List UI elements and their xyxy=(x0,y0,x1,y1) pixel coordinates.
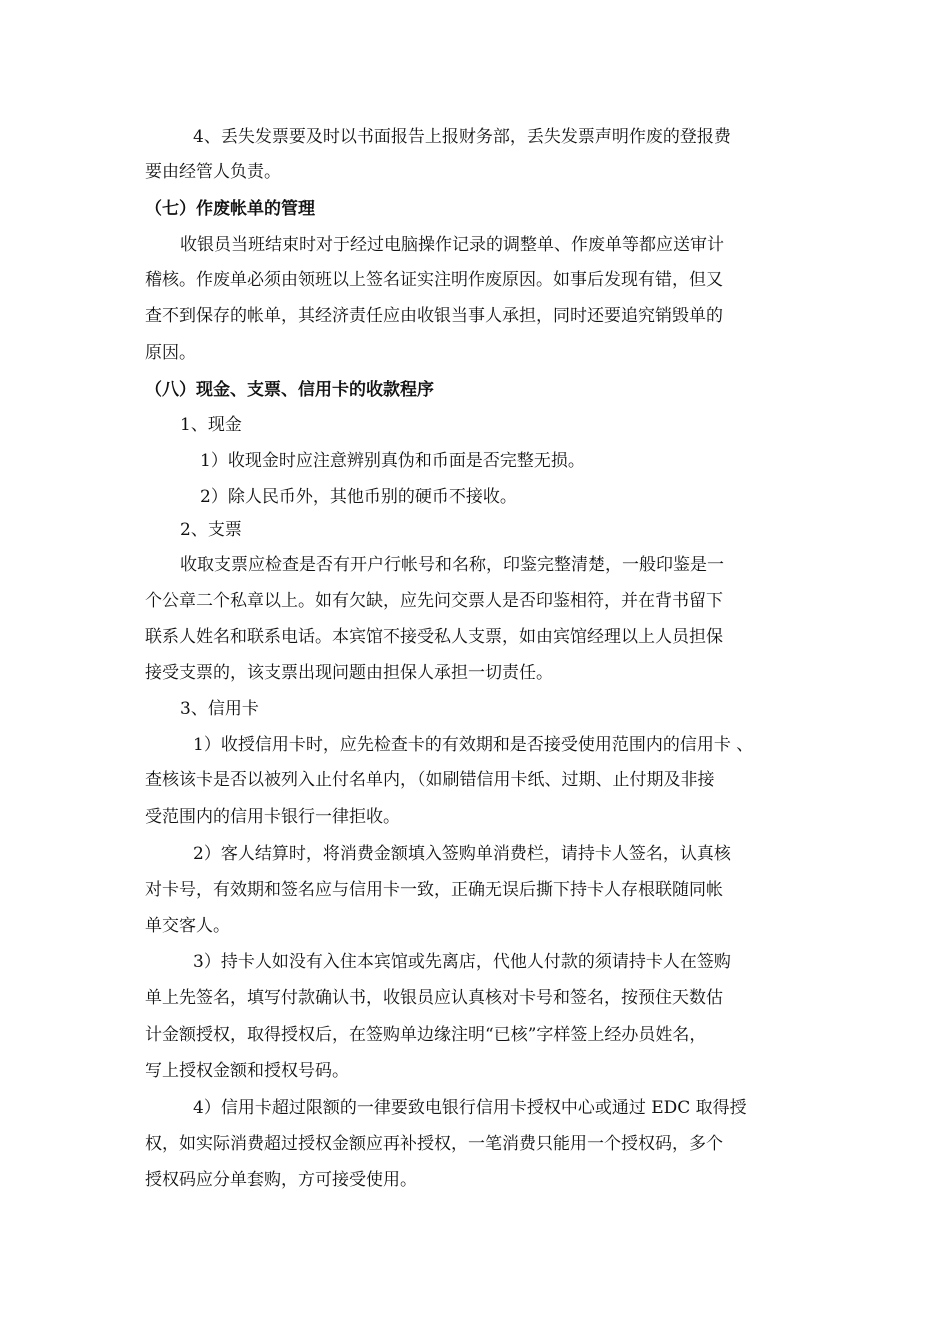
item-4-line-2: 要由经管人负责。 xyxy=(145,162,281,182)
cheque-para-line-3: 联系人姓名和联系电话。本宾馆不接受私人支票，如由宾馆经理以上人员担保 xyxy=(145,627,723,647)
item-4-line-1: 4、丢失发票要及时以书面报告上报财务部，丢失发票声明作废的登报费 xyxy=(193,127,731,147)
section-8-heading: （八）现金、支票、信用卡的收款程序 xyxy=(145,380,434,400)
credit-card-item-4-line-1: 4）信用卡超过限额的一律要致电银行信用卡授权中心或通过 EDC 取得授 xyxy=(193,1098,747,1118)
cash-heading: 1、现金 xyxy=(180,415,242,435)
credit-card-item-4-line-3: 授权码应分单套购，方可接受使用。 xyxy=(145,1170,417,1190)
credit-card-item-3-line-2: 单上先签名，填写付款确认书，收银员应认真核对卡号和签名，按预住天数估 xyxy=(145,988,723,1008)
credit-card-heading: 3、信用卡 xyxy=(180,699,259,719)
section-7-para-line-3: 查不到保存的帐单，其经济责任应由收银当事人承担，同时还要追究销毁单的 xyxy=(145,306,723,326)
credit-card-item-3-line-4: 写上授权金额和授权号码。 xyxy=(145,1061,349,1081)
cheque-para-line-1: 收取支票应检查是否有开户行帐号和名称，印鉴完整清楚，一般印鉴是一 xyxy=(180,555,724,575)
credit-card-item-1-line-2: 查核该卡是否以被列入止付名单内，（如刷错信用卡纸、过期、止付期及非接 xyxy=(145,770,715,790)
section-7-para-line-1: 收银员当班结束时对于经过电脑操作记录的调整单、作废单等都应送审计 xyxy=(180,235,724,255)
credit-card-item-3-line-1: 3）持卡人如没有入住本宾馆或先离店，代他人付款的须请持卡人在签购 xyxy=(193,952,731,972)
credit-card-item-1-line-1: 1）收授信用卡时，应先检查卡的有效期和是否接受使用范围内的信用卡 、 xyxy=(193,735,754,755)
section-7-para-line-4: 原因。 xyxy=(145,343,196,363)
credit-card-item-4-line-2: 权，如实际消费超过授权金额应再补授权，一笔消费只能用一个授权码，多个 xyxy=(145,1134,723,1154)
credit-card-item-2-line-1: 2）客人结算时，将消费金额填入签购单消费栏，请持卡人签名，认真核 xyxy=(193,844,731,864)
credit-card-item-1-line-3: 受范围内的信用卡银行一律拒收。 xyxy=(145,807,400,827)
cash-item-1: 1）收现金时应注意辨别真伪和币面是否完整无损。 xyxy=(200,451,585,471)
section-7-para-line-2: 稽核。作废单必须由领班以上签名证实注明作废原因。如事后发现有错，但又 xyxy=(145,270,723,290)
cheque-para-line-4: 接受支票的，该支票出现问题由担保人承担一切责任。 xyxy=(145,663,553,683)
cheque-heading: 2、支票 xyxy=(180,520,242,540)
cash-item-2: 2）除人民币外，其他币别的硬币不接收。 xyxy=(200,487,517,507)
section-7-heading: （七）作废帐单的管理 xyxy=(145,199,315,219)
cheque-para-line-2: 个公章二个私章以上。如有欠缺，应先问交票人是否印鉴相符，并在背书留下 xyxy=(145,591,723,611)
credit-card-item-2-line-3: 单交客人。 xyxy=(145,916,230,936)
credit-card-item-3-line-3: 计金额授权，取得授权后，在签购单边缘注明“已核”字样签上经办员姓名， xyxy=(145,1025,707,1045)
credit-card-item-2-line-2: 对卡号，有效期和签名应与信用卡一致，正确无误后撕下持卡人存根联随同帐 xyxy=(145,880,723,900)
